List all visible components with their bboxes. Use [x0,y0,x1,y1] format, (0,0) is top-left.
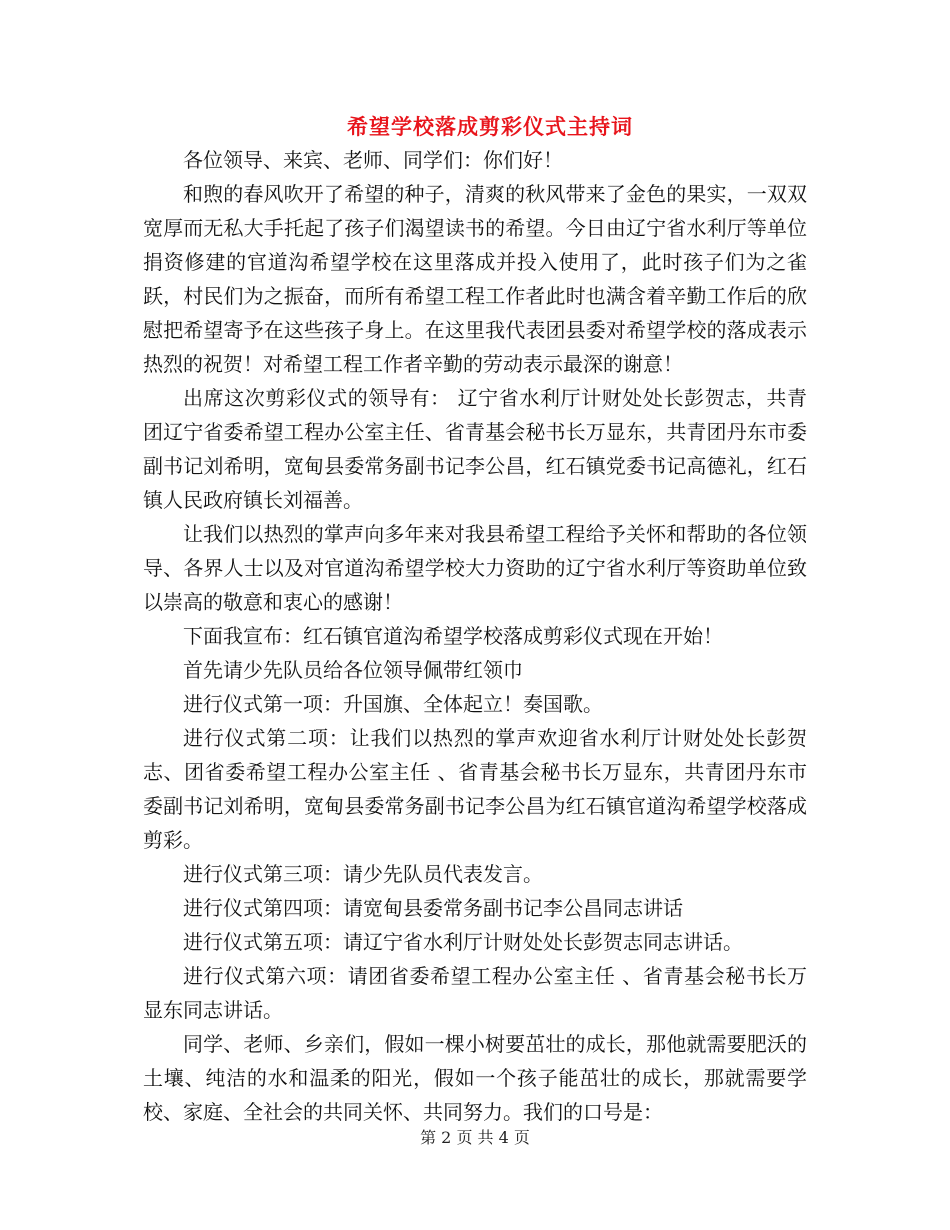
paragraph-thanks: 让我们以热烈的掌声向多年来对我县希望工程给予关怀和帮助的各位领导、各界人士以及对官道沟希望学校大力资助的辽宁省水利厅等资助单位致以崇高的敬意和衷心的感谢！ [143,522,807,614]
paragraph-closing: 同学、老师、乡亲们，假如一棵小树要茁壮的成长，那他就需要肥沃的土壤、纯洁的水和温柔的阳光，假如一个孩子能茁壮的成长，那就需要学校、家庭、全社会的共同关怀、共同努力。我们的口号是： [143,1032,807,1124]
paragraph-greeting: 各位领导、来宾、老师、同学们：你们好！ [183,148,563,172]
paragraph-opening: 和煦的春风吹开了希望的种子，清爽的秋风带来了金色的果实，一双双宽厚而无私大手托起了孩子们渴望读书的希望。今日由辽宁省水利厅等单位捐资修建的官道沟希望学校在这里落成并投入使用了，此时孩子们为之雀跃，村民们为之振奋，而所有希望工程工作者此时也满含着辛勤工作后的欣慰把希望寄予在这些孩子身上。在这里我代表团县委对希望学校的落成表示热烈的祝贺！对希望工程工作者辛勤的劳动表示最深的谢意！ [143,182,807,376]
paragraph-item-1: 进行仪式第一项：升国旗、全体起立！奏国歌。 [183,692,603,716]
paragraph-announcement: 下面我宣布：红石镇官道沟希望学校落成剪彩仪式现在开始！ [183,624,723,648]
page-number-footer: 第 2 页 共 4 页 [420,1128,530,1147]
document-body [143,143,807,1129]
paragraph-red-scarf: 首先请少先队员给各位领导佩带红领巾 [183,658,523,682]
paragraph-item-3: 进行仪式第三项：请少先队员代表发言。 [183,862,543,886]
paragraph-item-6: 进行仪式第六项：请团省委希望工程办公室主任 、省青基会秘书长万显东同志讲话。 [143,964,807,1022]
document-title: 希望学校落成剪彩仪式主持词 [347,114,633,139]
paragraph-item-4: 进行仪式第四项：请宽甸县委常务副书记李公昌同志讲话 [183,896,683,920]
paragraph-attending-leaders: 出席这次剪彩仪式的领导有： 辽宁省水利厅计财处处长彭贺志，共青团辽宁省委希望工程办公室主任、省青基会秘书长万显东，共青团丹东市委副书记刘希明，宽甸县委常务副书记李公昌，红石镇党委书记高德礼，红石镇人民政府镇长刘福善。 [143,386,807,512]
paragraph-item-2: 进行仪式第二项：让我们以热烈的掌声欢迎省水利厅计财处处长彭贺志、团省委希望工程办公室主任 、省青基会秘书长万显东，共青团丹东市委副书记刘希明，宽甸县委常务副书记李公昌为红石镇官道沟希望学校落成剪彩。 [143,726,807,852]
paragraph-item-5: 进行仪式第五项：请辽宁省水利厅计财处处长彭贺志同志讲话。 [183,930,743,954]
